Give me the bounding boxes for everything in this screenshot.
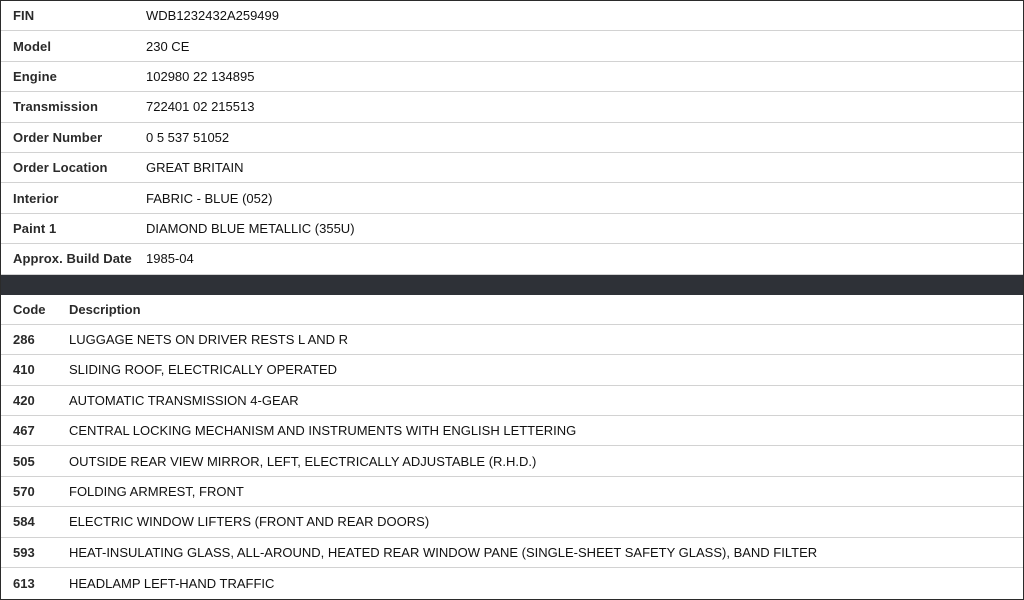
spec-row-order-number [1,123,1023,153]
table-row [1,538,1023,568]
table-row [1,507,1023,537]
spec-label: Order Number [13,129,103,145]
spec-value: 102980 22 134895 [146,68,255,84]
option-code: 410 [13,362,35,378]
spec-value: DIAMOND BLUE METALLIC (355U) [146,220,355,236]
spec-label: Order Location [13,160,108,176]
option-description: LUGGAGE NETS ON DRIVER RESTS L AND R [69,332,349,348]
option-description: ELECTRIC WINDOW LIFTERS (FRONT AND REAR DOORS) [69,514,430,530]
option-description: FOLDING ARMREST, FRONT [69,484,244,500]
section-divider [1,275,1023,295]
option-description: AUTOMATIC TRANSMISSION 4-GEAR [69,392,299,408]
spec-table [1,1,1023,275]
spec-label: Approx. Build Date [13,251,132,267]
spec-row-interior [1,183,1023,213]
option-code: 286 [13,332,35,348]
option-code: 613 [13,575,35,591]
spec-label: FIN [13,8,35,24]
column-header-description: Description [69,301,141,317]
column-header-code: Code [13,301,46,317]
spec-value: 722401 02 215513 [146,99,255,115]
spec-row-model [1,31,1023,61]
table-header [1,295,1023,325]
table-row [1,416,1023,446]
spec-label: Interior [13,190,59,206]
table-row [1,477,1023,507]
spec-label: Model [13,38,52,54]
spec-row-build-date [1,244,1023,274]
spec-label: Paint 1 [13,220,57,236]
option-codes-table [1,295,1023,599]
spec-value: FABRIC - BLUE (052) [146,190,273,206]
option-code: 593 [13,544,35,560]
spec-row-paint [1,214,1023,244]
spec-value: 1985-04 [146,251,194,267]
table-row [1,355,1023,385]
option-code: 505 [13,453,35,469]
spec-row-fin [1,1,1023,31]
spec-value: 0 5 537 51052 [146,129,230,145]
option-description: OUTSIDE REAR VIEW MIRROR, LEFT, ELECTRICALLY ADJUSTABLE (R.H.D.) [69,453,537,469]
table-row [1,386,1023,416]
spec-row-order-location [1,153,1023,183]
option-description: CENTRAL LOCKING MECHANISM AND INSTRUMENTS WITH ENGLISH LETTERING [69,423,577,439]
table-row [1,325,1023,355]
spec-value: GREAT BRITAIN [146,160,244,176]
option-description: HEADLAMP LEFT-HAND TRAFFIC [69,575,275,591]
option-description: SLIDING ROOF, ELECTRICALLY OPERATED [69,362,338,378]
option-code: 584 [13,514,35,530]
option-code: 420 [13,392,35,408]
spec-label: Transmission [13,99,99,115]
table-row [1,568,1023,598]
option-code: 467 [13,423,35,439]
table-row [1,446,1023,476]
spec-row-transmission [1,92,1023,122]
spec-value: 230 CE [146,38,190,54]
spec-value: WDB1232432A259499 [146,8,279,24]
option-code: 570 [13,484,35,500]
option-description: HEAT-INSULATING GLASS, ALL-AROUND, HEATED REAR WINDOW PANE (SINGLE-SHEET SAFETY GLASS), BAND FILTER [69,544,818,560]
spec-label: Engine [13,68,57,84]
spec-row-engine [1,62,1023,92]
